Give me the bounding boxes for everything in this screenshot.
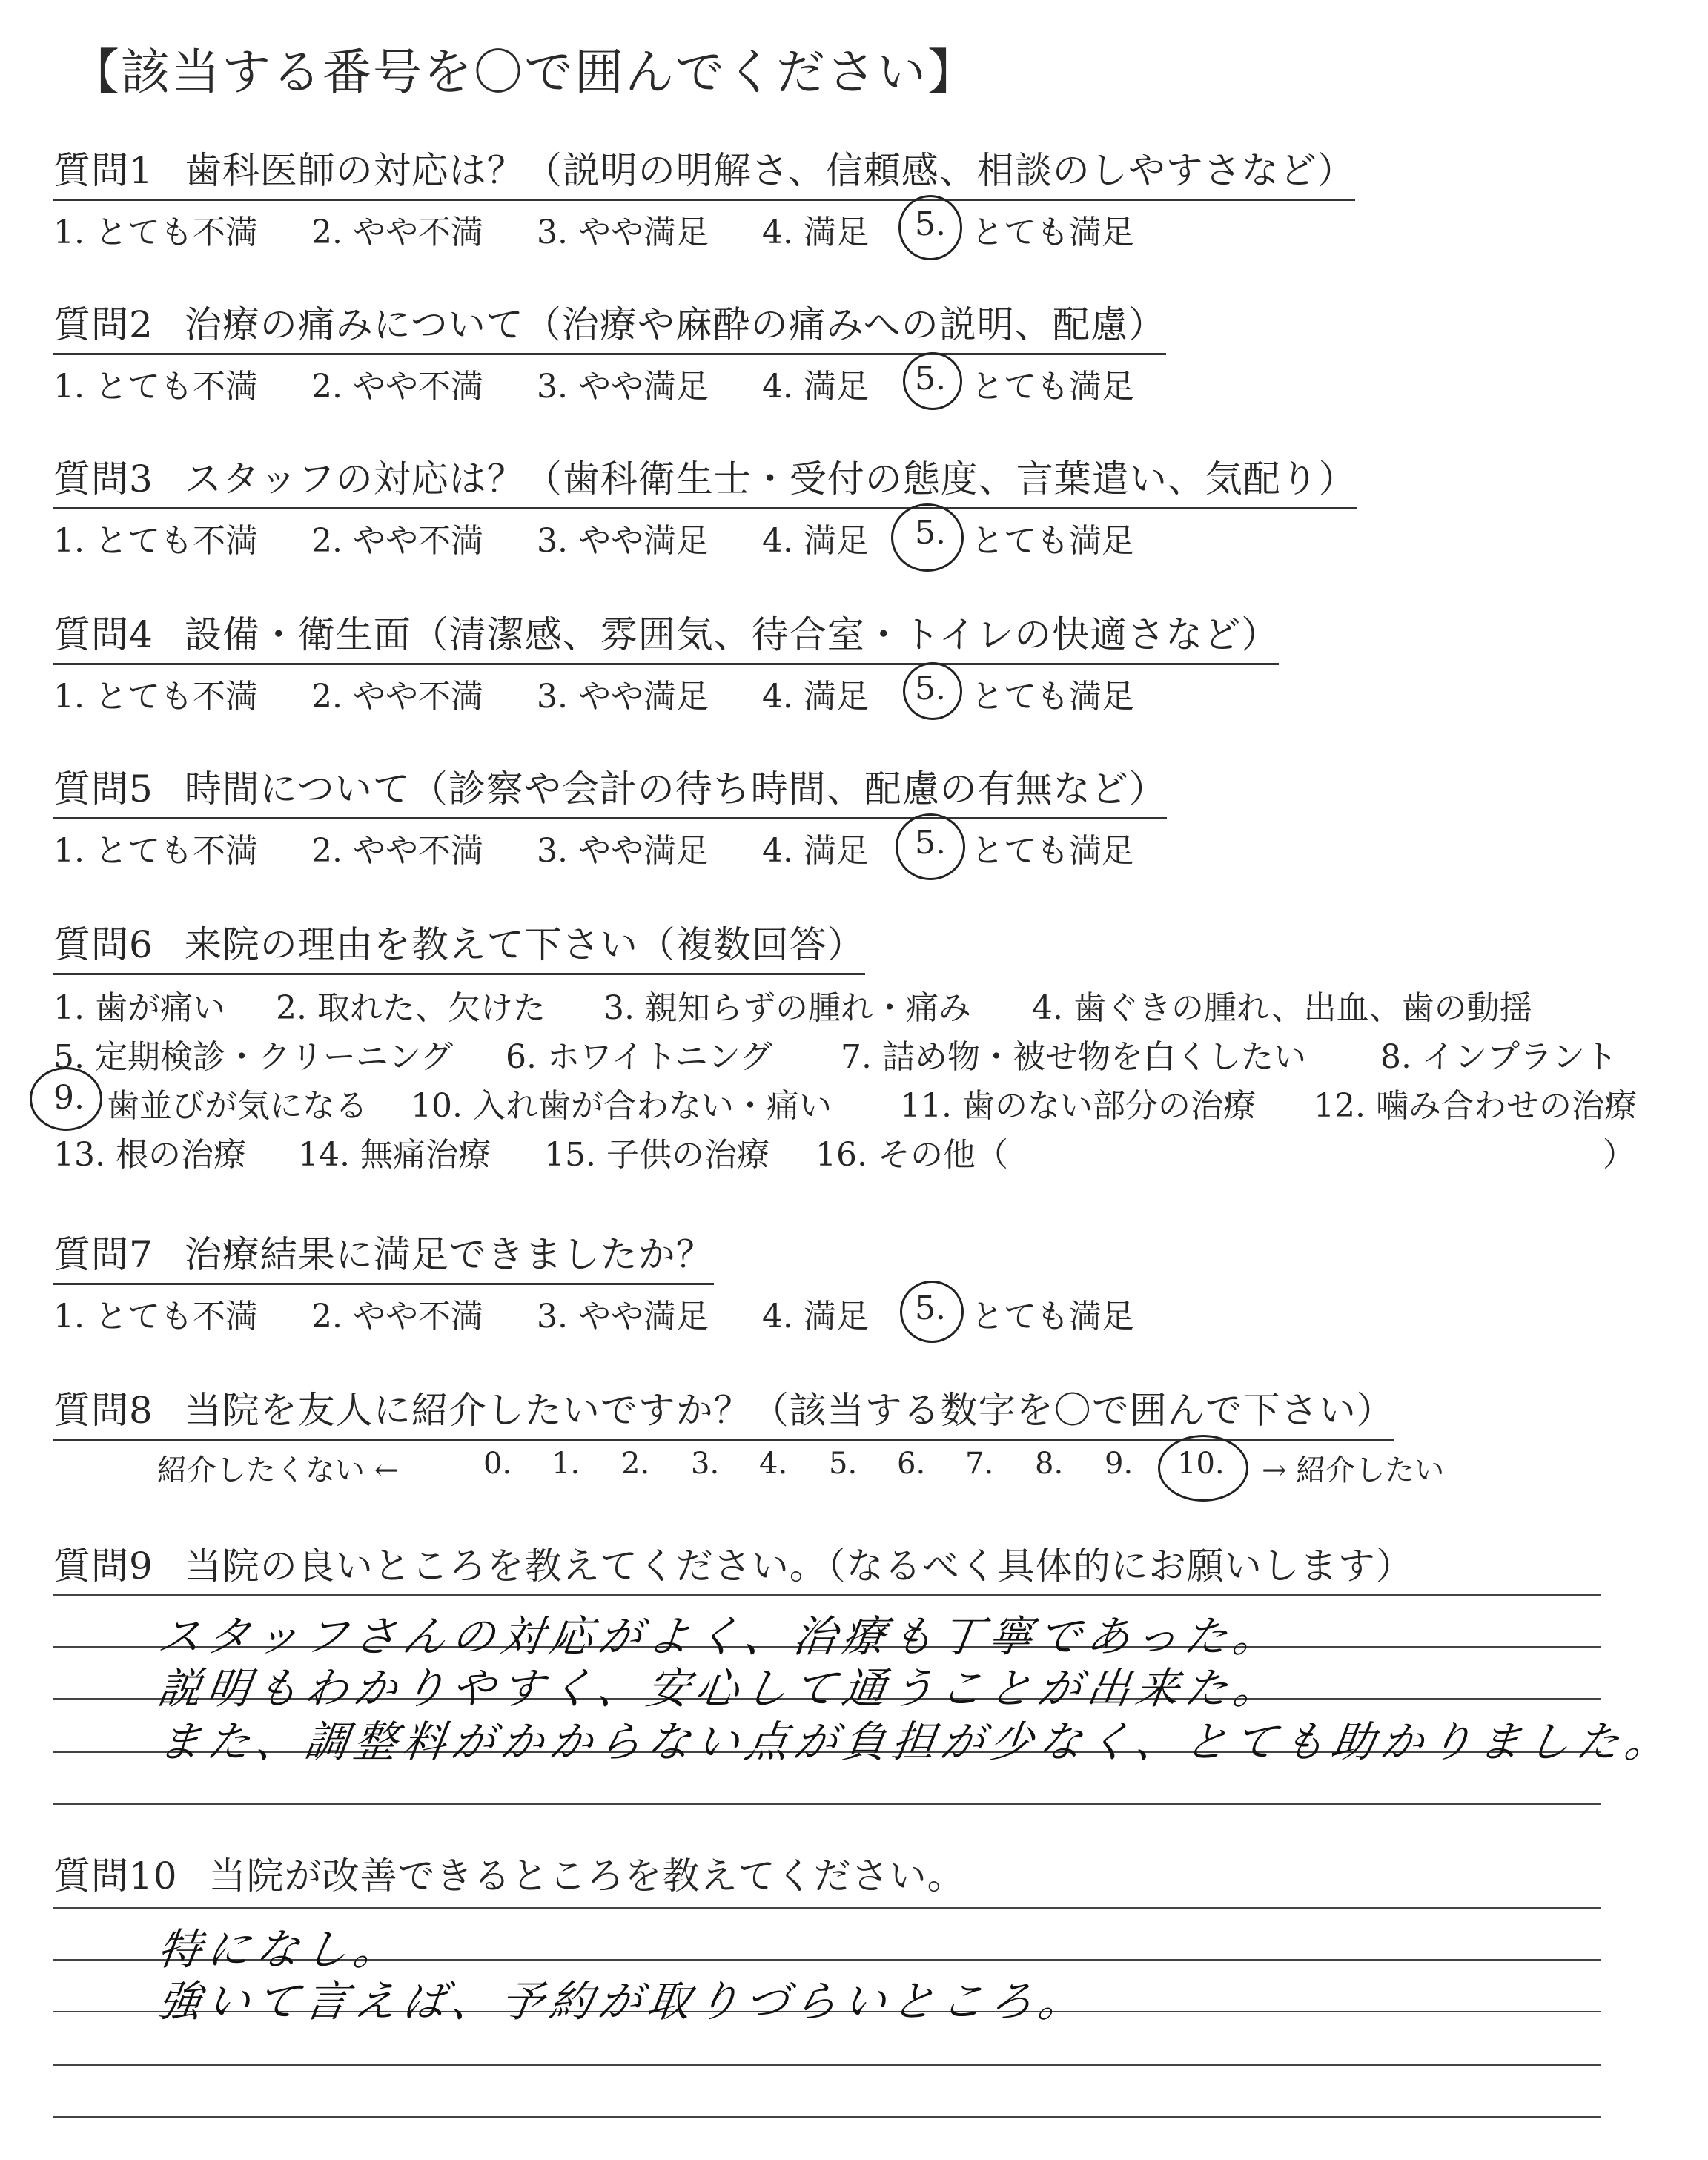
reason-row-2 bbox=[53, 1030, 1618, 1079]
scale-3[interactable]: 3. bbox=[691, 1447, 720, 1481]
reason-1[interactable]: 1. 歯が痛い bbox=[53, 989, 225, 1027]
reason-10[interactable]: 10. 入れ歯が合わない・痛い bbox=[411, 1087, 832, 1125]
question-10-number: 質問10 bbox=[53, 1855, 178, 1898]
scale-1[interactable]: 1. bbox=[552, 1447, 580, 1481]
question-3 bbox=[53, 449, 1357, 558]
option-2[interactable]: 2. やや不満 bbox=[311, 368, 483, 406]
question-2-text: 治療の痛みについて（治療や麻酔の痛みへの説明、配慮） bbox=[184, 303, 1166, 346]
option-5[interactable]: 5. bbox=[915, 670, 946, 707]
instruction-header: 【該当する番号を〇で囲んでください】 bbox=[70, 44, 978, 101]
question-6 bbox=[53, 915, 1637, 1177]
option-4[interactable]: 4. 満足 bbox=[762, 522, 869, 560]
question-2-title bbox=[53, 295, 1166, 355]
answer-9-line-2: 説明もわかりやすく、安心して通うことが出来た。 bbox=[154, 1663, 1286, 1714]
question-3-options bbox=[53, 514, 1357, 558]
reason-4[interactable]: 4. 歯ぐきの腫れ、出血、歯の動揺 bbox=[1032, 989, 1532, 1027]
question-5-title bbox=[53, 759, 1167, 819]
option-3[interactable]: 3. やや満足 bbox=[537, 368, 709, 406]
scale-2[interactable]: 2. bbox=[621, 1447, 650, 1481]
question-2 bbox=[53, 295, 1166, 404]
question-10-title bbox=[53, 1846, 965, 1900]
option-2[interactable]: 2. やや不満 bbox=[311, 522, 483, 560]
question-9-title bbox=[53, 1536, 1414, 1590]
option-5-label: とても満足 bbox=[971, 832, 1134, 870]
question-2-options bbox=[53, 360, 1166, 404]
option-5[interactable]: 5. bbox=[915, 514, 946, 552]
question-9 bbox=[53, 1536, 1414, 1590]
option-2[interactable]: 2. やや不満 bbox=[311, 832, 483, 870]
option-5-label: とても満足 bbox=[971, 522, 1134, 560]
question-10 bbox=[53, 1846, 965, 1900]
reason-13[interactable]: 13. 根の治療 bbox=[53, 1136, 246, 1174]
scale-right-label: → 紹介したい bbox=[1262, 1453, 1445, 1487]
option-4[interactable]: 4. 満足 bbox=[762, 678, 869, 716]
option-3[interactable]: 3. やや満足 bbox=[537, 214, 709, 251]
option-5[interactable]: 5. bbox=[915, 360, 946, 397]
option-3[interactable]: 3. やや満足 bbox=[537, 678, 709, 716]
question-6-title bbox=[53, 915, 865, 975]
scale-0[interactable]: 0. bbox=[483, 1447, 512, 1481]
option-2[interactable]: 2. やや不満 bbox=[311, 678, 483, 716]
option-3[interactable]: 3. やや満足 bbox=[537, 522, 709, 560]
question-9-answer-area[interactable] bbox=[53, 1594, 1678, 1809]
scale-9[interactable]: 9. bbox=[1105, 1447, 1133, 1481]
option-5-label: とても満足 bbox=[971, 1298, 1134, 1335]
option-4[interactable]: 4. 満足 bbox=[762, 1298, 869, 1335]
question-5-text: 時間について（診察や会計の待ち時間、配慮の有無など） bbox=[184, 767, 1167, 810]
option-5[interactable]: 5. bbox=[915, 205, 946, 243]
scale-10[interactable]: 10. bbox=[1177, 1447, 1225, 1481]
question-4-number: 質問4 bbox=[53, 613, 153, 656]
question-4-options bbox=[53, 670, 1279, 714]
answer-10-line-2: 強いて言えば、予約が取りづらいところ。 bbox=[154, 1976, 1092, 2027]
reason-15[interactable]: 15. 子供の治療 bbox=[544, 1136, 769, 1174]
question-8-title bbox=[53, 1381, 1394, 1441]
option-5[interactable]: 5. bbox=[915, 1289, 946, 1327]
option-1[interactable]: 1. とても不満 bbox=[53, 214, 258, 251]
question-8-number: 質問8 bbox=[53, 1389, 153, 1432]
reason-3[interactable]: 3. 親知らずの腫れ・痛み bbox=[603, 989, 971, 1027]
reason-row-1 bbox=[53, 981, 1532, 1030]
scale-5[interactable]: 5. bbox=[829, 1447, 858, 1481]
scale-6[interactable]: 6. bbox=[897, 1447, 926, 1481]
option-5-label: とても満足 bbox=[971, 368, 1134, 406]
question-10-text: 当院が改善できるところを教えてください。 bbox=[208, 1855, 965, 1898]
question-7-options bbox=[53, 1289, 1134, 1335]
question-1 bbox=[53, 141, 1355, 250]
question-1-text: 歯科医師の対応は？（説明の明解さ、信頼感、相談のしやすさなど） bbox=[184, 149, 1355, 192]
option-4[interactable]: 4. 満足 bbox=[762, 214, 869, 251]
option-3[interactable]: 3. やや満足 bbox=[537, 1298, 709, 1335]
reason-8[interactable]: 8. インプラント bbox=[1380, 1038, 1618, 1076]
option-1[interactable]: 1. とても不満 bbox=[53, 678, 258, 716]
question-3-number: 質問3 bbox=[53, 458, 153, 501]
reason-16-close: ） bbox=[1603, 1136, 1635, 1174]
question-10-answer-area[interactable] bbox=[53, 1907, 1601, 2122]
option-1[interactable]: 1. とても不満 bbox=[53, 368, 258, 406]
question-3-text: スタッフの対応は？（歯科衛生士・受付の態度、言葉遣い、気配り） bbox=[184, 458, 1357, 501]
question-4-text: 設備・衛生面（清潔感、雰囲気、待合室・トイレの快適さなど） bbox=[184, 613, 1280, 656]
option-2[interactable]: 2. やや不満 bbox=[311, 1298, 483, 1335]
option-3[interactable]: 3. やや満足 bbox=[537, 832, 709, 870]
question-6-text: 来院の理由を教えて下さい（複数回答） bbox=[184, 923, 865, 966]
question-7-title bbox=[53, 1225, 714, 1285]
question-4-title bbox=[53, 605, 1279, 665]
scale-7[interactable]: 7. bbox=[965, 1447, 994, 1481]
reason-row-3 bbox=[53, 1079, 1637, 1128]
answer-9-line-1: スタッフさんの対応がよく、治療も丁寧であった。 bbox=[154, 1611, 1286, 1662]
option-1[interactable]: 1. とても不満 bbox=[53, 832, 258, 870]
option-4[interactable]: 4. 満足 bbox=[762, 368, 869, 406]
question-9-text: 当院の良いところを教えてください。（なるべく具体的にお願いします） bbox=[184, 1545, 1414, 1588]
option-1[interactable]: 1. とても不満 bbox=[53, 522, 258, 560]
answer-9-line-3: また、調整料がかからない点が負担が少なく、とても助かりました。 bbox=[154, 1717, 1678, 1767]
reason-6[interactable]: 6. ホワイトニング bbox=[506, 1038, 773, 1076]
question-8-text: 当院を友人に紹介したいですか？（該当する数字を〇で囲んで下さい） bbox=[184, 1389, 1394, 1432]
option-1[interactable]: 1. とても不満 bbox=[53, 1298, 258, 1335]
scale-left-label: 紹介したくない ← bbox=[157, 1453, 400, 1487]
reason-9[interactable]: 9. bbox=[53, 1079, 85, 1117]
scale-8[interactable]: 8. bbox=[1035, 1447, 1064, 1481]
question-7 bbox=[53, 1225, 1134, 1335]
reason-2[interactable]: 2. 取れた、欠けた bbox=[276, 989, 546, 1027]
reason-9-label: 歯並びが気になる bbox=[107, 1087, 368, 1125]
option-2[interactable]: 2. やや不満 bbox=[311, 214, 483, 251]
reason-16[interactable]: 16. その他（ bbox=[815, 1136, 1008, 1174]
reason-11[interactable]: 11. 歯のない部分の治療 bbox=[900, 1087, 1256, 1125]
question-6-reasons bbox=[53, 981, 1637, 1177]
question-8 bbox=[53, 1381, 1445, 1494]
reason-7[interactable]: 7. 詰め物・被せ物を白くしたい bbox=[841, 1038, 1306, 1076]
question-1-number: 質問1 bbox=[53, 149, 153, 192]
question-5-options bbox=[53, 824, 1167, 868]
reason-5[interactable]: 5. 定期検診・クリーニング bbox=[53, 1038, 454, 1076]
question-6-number: 質問6 bbox=[53, 923, 153, 966]
question-9-number: 質問9 bbox=[53, 1545, 153, 1588]
reason-14[interactable]: 14. 無痛治療 bbox=[298, 1136, 491, 1174]
question-2-number: 質問2 bbox=[53, 303, 153, 346]
option-5-label: とても満足 bbox=[971, 678, 1134, 716]
question-5 bbox=[53, 759, 1167, 868]
question-7-number: 質問7 bbox=[53, 1233, 153, 1276]
question-1-title bbox=[53, 141, 1355, 201]
question-3-title bbox=[53, 449, 1357, 509]
question-5-number: 質問5 bbox=[53, 767, 153, 810]
question-4 bbox=[53, 605, 1279, 714]
question-1-options bbox=[53, 205, 1355, 250]
reason-row-4 bbox=[53, 1128, 1635, 1177]
option-5-label: とても満足 bbox=[971, 214, 1134, 251]
question-8-scale bbox=[53, 1447, 1445, 1494]
reason-12[interactable]: 12. 噛み合わせの治療 bbox=[1314, 1087, 1637, 1125]
option-5[interactable]: 5. bbox=[915, 824, 946, 862]
answer-10-line-1: 特になし。 bbox=[154, 1924, 407, 1975]
option-4[interactable]: 4. 満足 bbox=[762, 832, 869, 870]
question-7-text: 治療結果に満足できましたか？ bbox=[184, 1233, 714, 1276]
scale-4[interactable]: 4. bbox=[759, 1447, 788, 1481]
